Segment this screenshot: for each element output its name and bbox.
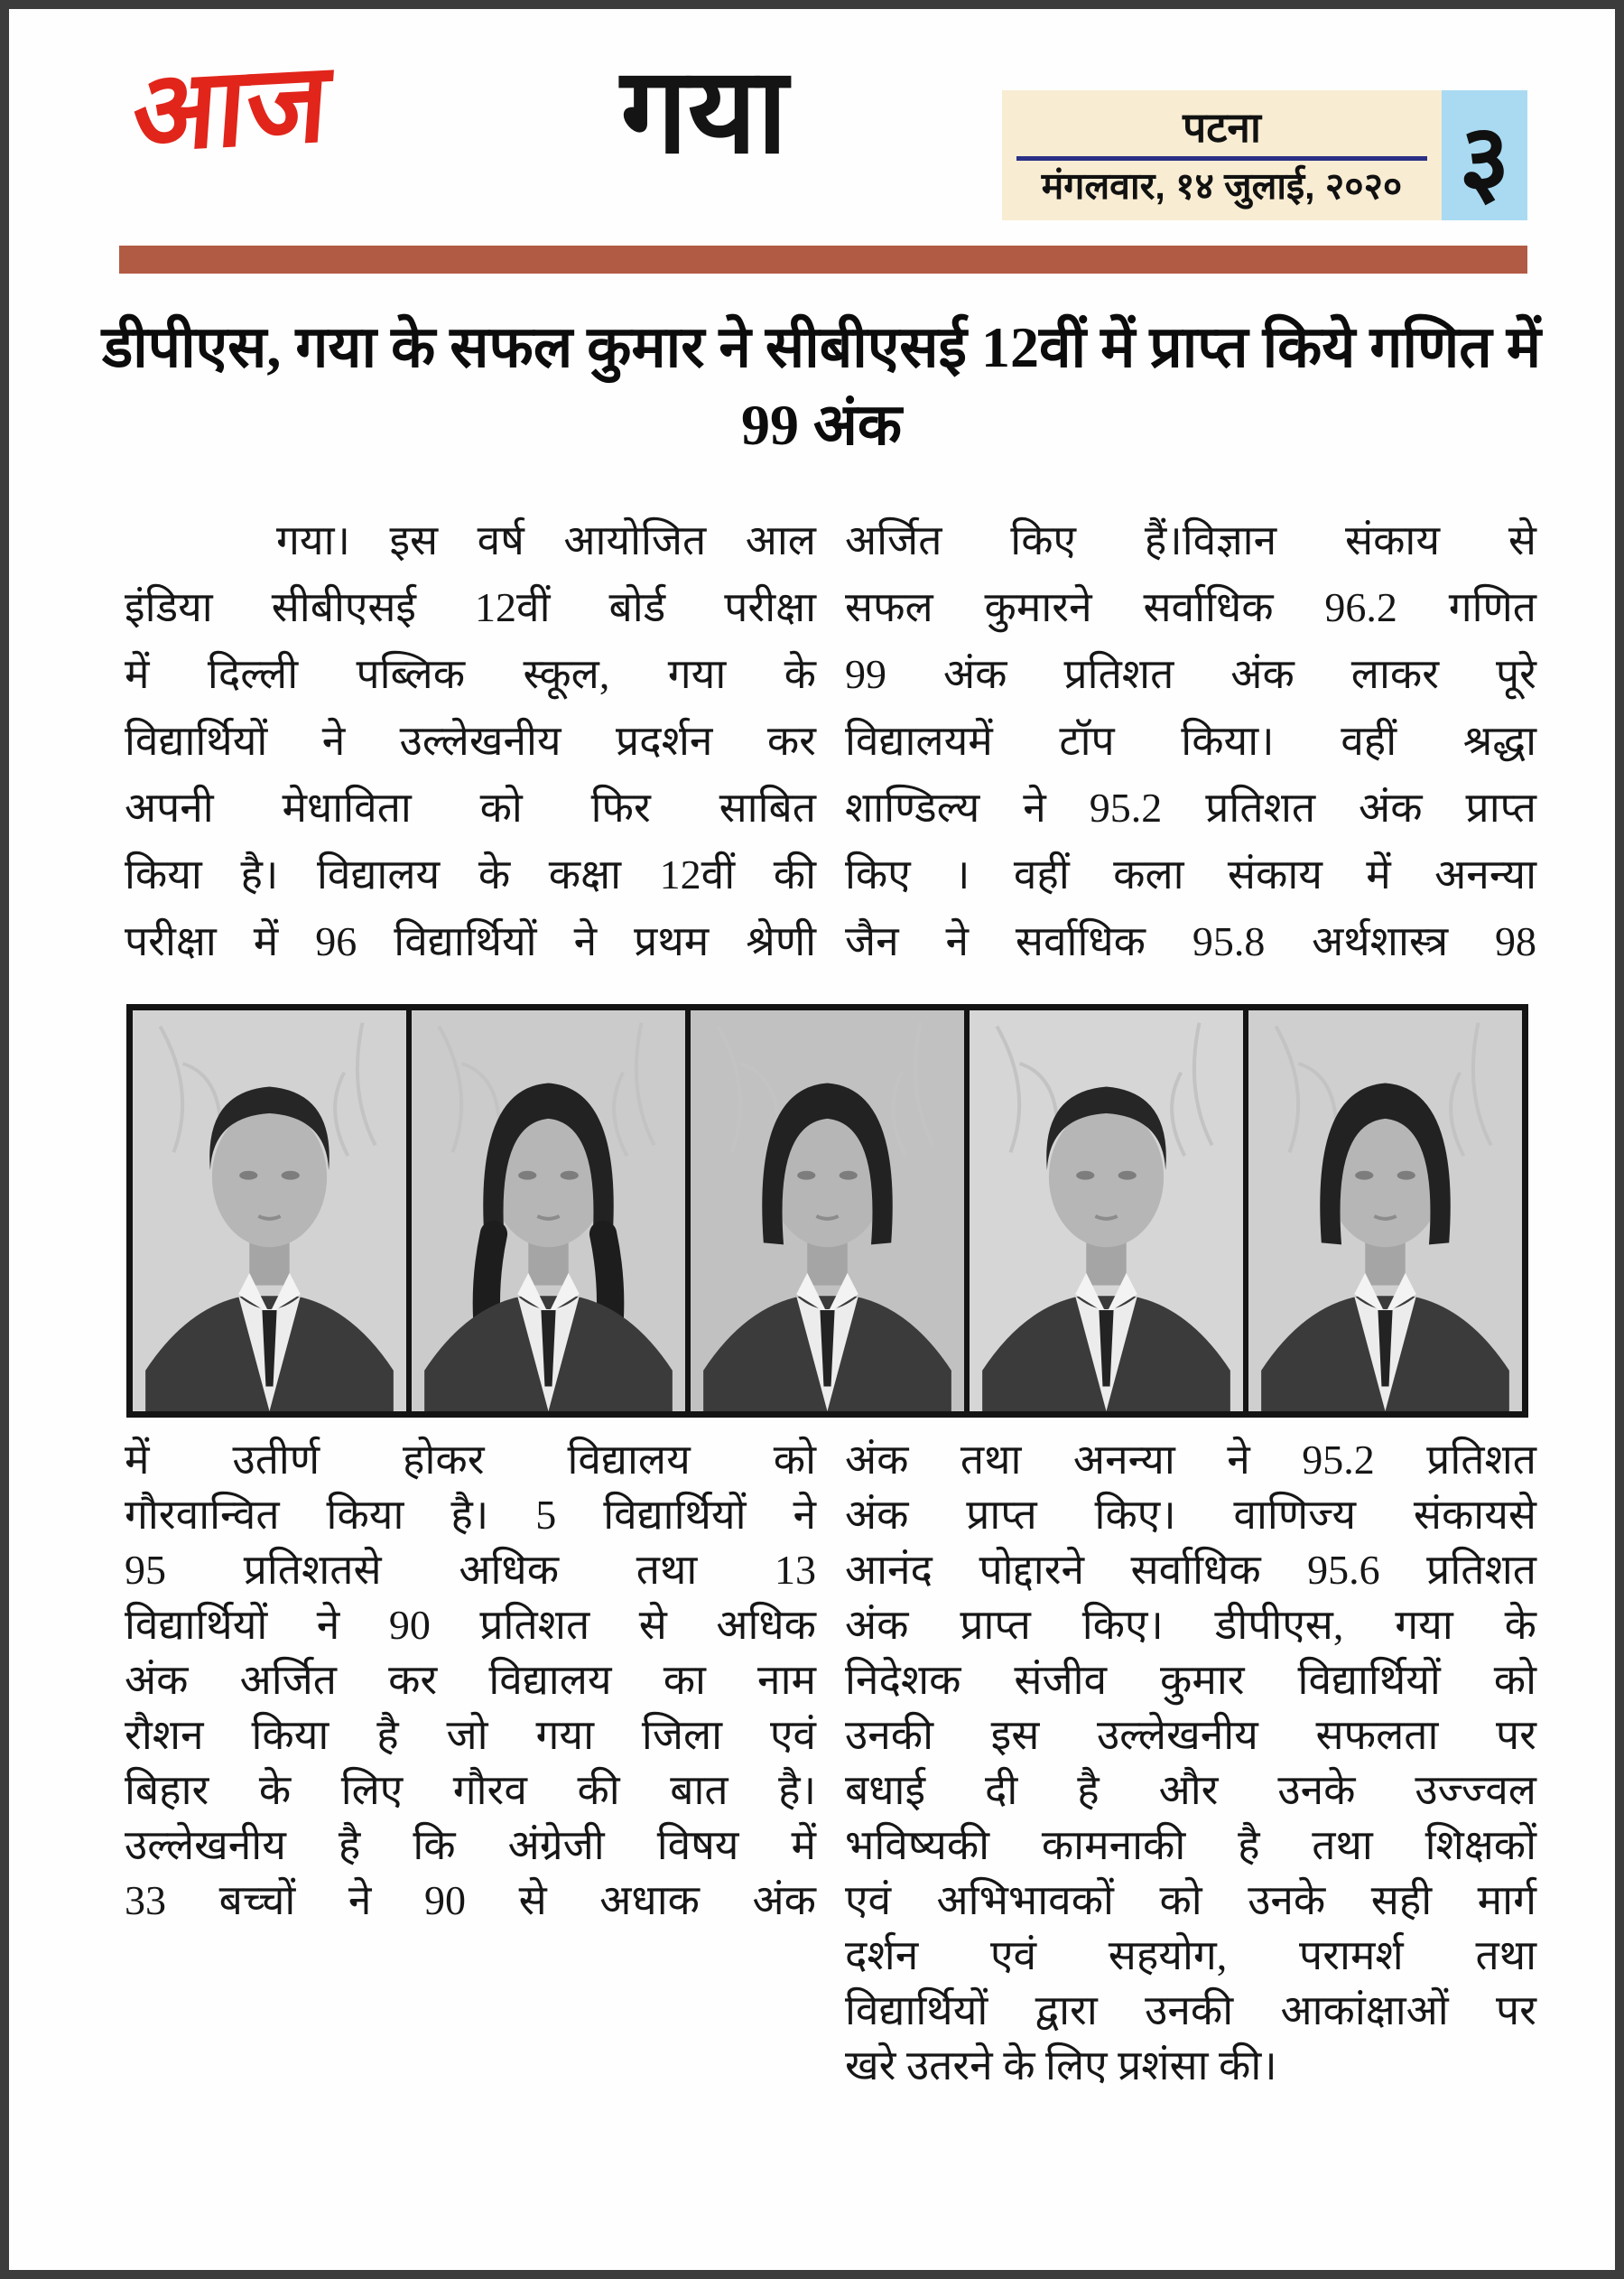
- female-student-braids-portrait-icon: [412, 1010, 685, 1411]
- infobox-date: मंगलवार, १४ जुलाई, २०२०: [1041, 164, 1403, 207]
- article-line: विद्यालयमें टॉप किया। वहीं श्रद्धा: [845, 718, 1536, 764]
- article-column-bottom-right: [845, 1432, 1536, 2093]
- article-line: अंक प्राप्त किए। वाणिज्य संकायसे: [845, 1492, 1536, 1538]
- article-line: बधाई दी है और उनके उज्ज्वल: [845, 1767, 1536, 1813]
- male-student-portrait-icon: [970, 1010, 1243, 1411]
- article-line: 33 बच्चों ने 90 से अधाक अंक: [125, 1877, 816, 1923]
- article-line: किया है। विद्यालय के कक्षा 12वीं की: [125, 851, 816, 898]
- article-line: जैन ने सर्वाधिक 95.8 अर्थशास्त्र 98: [845, 918, 1536, 964]
- article-line: दर्शन एवं सहयोग, परामर्श तथा: [845, 1932, 1536, 1978]
- infobox-city-date: [1002, 90, 1442, 220]
- female-student-portrait-icon: [691, 1010, 964, 1411]
- article-line: भविष्यकी कामनाकी है तथा शिक्षकों: [845, 1822, 1536, 1868]
- article-line: गौरवान्वित किया है। 5 विद्यार्थियों ने: [125, 1492, 816, 1538]
- article-line: 99 अंक प्रतिशत अंक लाकर पूरे: [845, 651, 1536, 697]
- article-line: परीक्षा में 96 विद्यार्थियों ने प्रथम श्रेणी: [125, 918, 816, 964]
- article-line: रौशन किया है जो गया जिला एवं: [125, 1712, 816, 1758]
- article-column-bottom-left: [125, 1432, 816, 2093]
- newspaper-logo: आज: [128, 41, 333, 174]
- article-line: विद्यार्थियों द्वारा उनकी आकांक्षाओं पर: [845, 1987, 1536, 2033]
- article-line: गया। इस वर्ष आयोजित आल: [276, 517, 816, 563]
- article-line: किए । वहीं कला संकाय में अनन्या: [845, 851, 1536, 898]
- article-column-top-right: [845, 507, 1536, 975]
- article-line: विद्यार्थियों ने उल्लेखनीय प्रदर्शन कर: [125, 718, 816, 764]
- page-number-badge: ३: [1442, 90, 1527, 220]
- article-line: इंडिया सीबीएसई 12वीं बोर्ड परीक्षा: [125, 584, 816, 630]
- male-student-portrait-icon: [133, 1010, 406, 1411]
- article-line: अपनी मेधाविता को फिर साबित: [125, 785, 816, 831]
- article-line: विद्यार्थियों ने 90 प्रतिशत से अधिक: [125, 1602, 816, 1648]
- article-line: 95 प्रतिशतसे अधिक तथा 13: [125, 1547, 816, 1593]
- female-student-portrait-icon: [1248, 1010, 1522, 1411]
- article-line: निदेशक संजीव कुमार विद्यार्थियों को: [845, 1657, 1536, 1703]
- article-line: में उतीर्ण होकर विद्यालय को: [125, 1437, 816, 1483]
- article-headline: डीपीएस, गया के सफल कुमार ने सीबीएसई 12वीं में प्राप्त किये गणित में 99 अंक: [101, 315, 1542, 458]
- article-body-bottom: [125, 1432, 1536, 2093]
- article-line: में दिल्ली पब्लिक स्कूल, गया के: [125, 651, 816, 697]
- masthead-rule: [119, 246, 1527, 274]
- article-line: उल्लेखनीय है कि अंग्रेजी विषय में: [125, 1822, 816, 1868]
- section-title: गया: [620, 44, 788, 177]
- article-line: उनकी इस उल्लेखनीय सफलता पर: [845, 1712, 1536, 1758]
- article-line: आनंद पोद्दारने सर्वाधिक 95.6 प्रतिशत: [845, 1547, 1536, 1593]
- article-line: एवं अभिभावकों को उनके सही मार्ग: [845, 1877, 1536, 1923]
- article-line: अंक अर्जित कर विद्यालय का नाम: [125, 1657, 816, 1703]
- infobox-divider: [1016, 156, 1427, 161]
- article-line: शाण्डिल्य ने 95.2 प्रतिशत अंक प्राप्त: [845, 785, 1536, 831]
- article-line: सफल कुमारने सर्वाधिक 96.2 गणित: [845, 584, 1536, 630]
- article-line: अंक तथा अनन्या ने 95.2 प्रतिशत: [845, 1437, 1536, 1483]
- article-line: अर्जित किए हैं।विज्ञान संकाय से: [845, 517, 1536, 563]
- article-body-top: [125, 507, 1536, 975]
- article-line: बिहार के लिए गौरव की बात है।: [125, 1767, 816, 1813]
- students-photo-strip: [126, 1004, 1528, 1418]
- article-column-top-left: [125, 507, 816, 975]
- article-line: खरे उतरने के लिए प्रशंसा की।: [845, 2042, 1277, 2088]
- masthead-infobox: [1002, 90, 1527, 220]
- infobox-city: पटना: [1183, 104, 1261, 151]
- article-line: अंक प्राप्त किए। डीपीएस, गया के: [845, 1602, 1536, 1648]
